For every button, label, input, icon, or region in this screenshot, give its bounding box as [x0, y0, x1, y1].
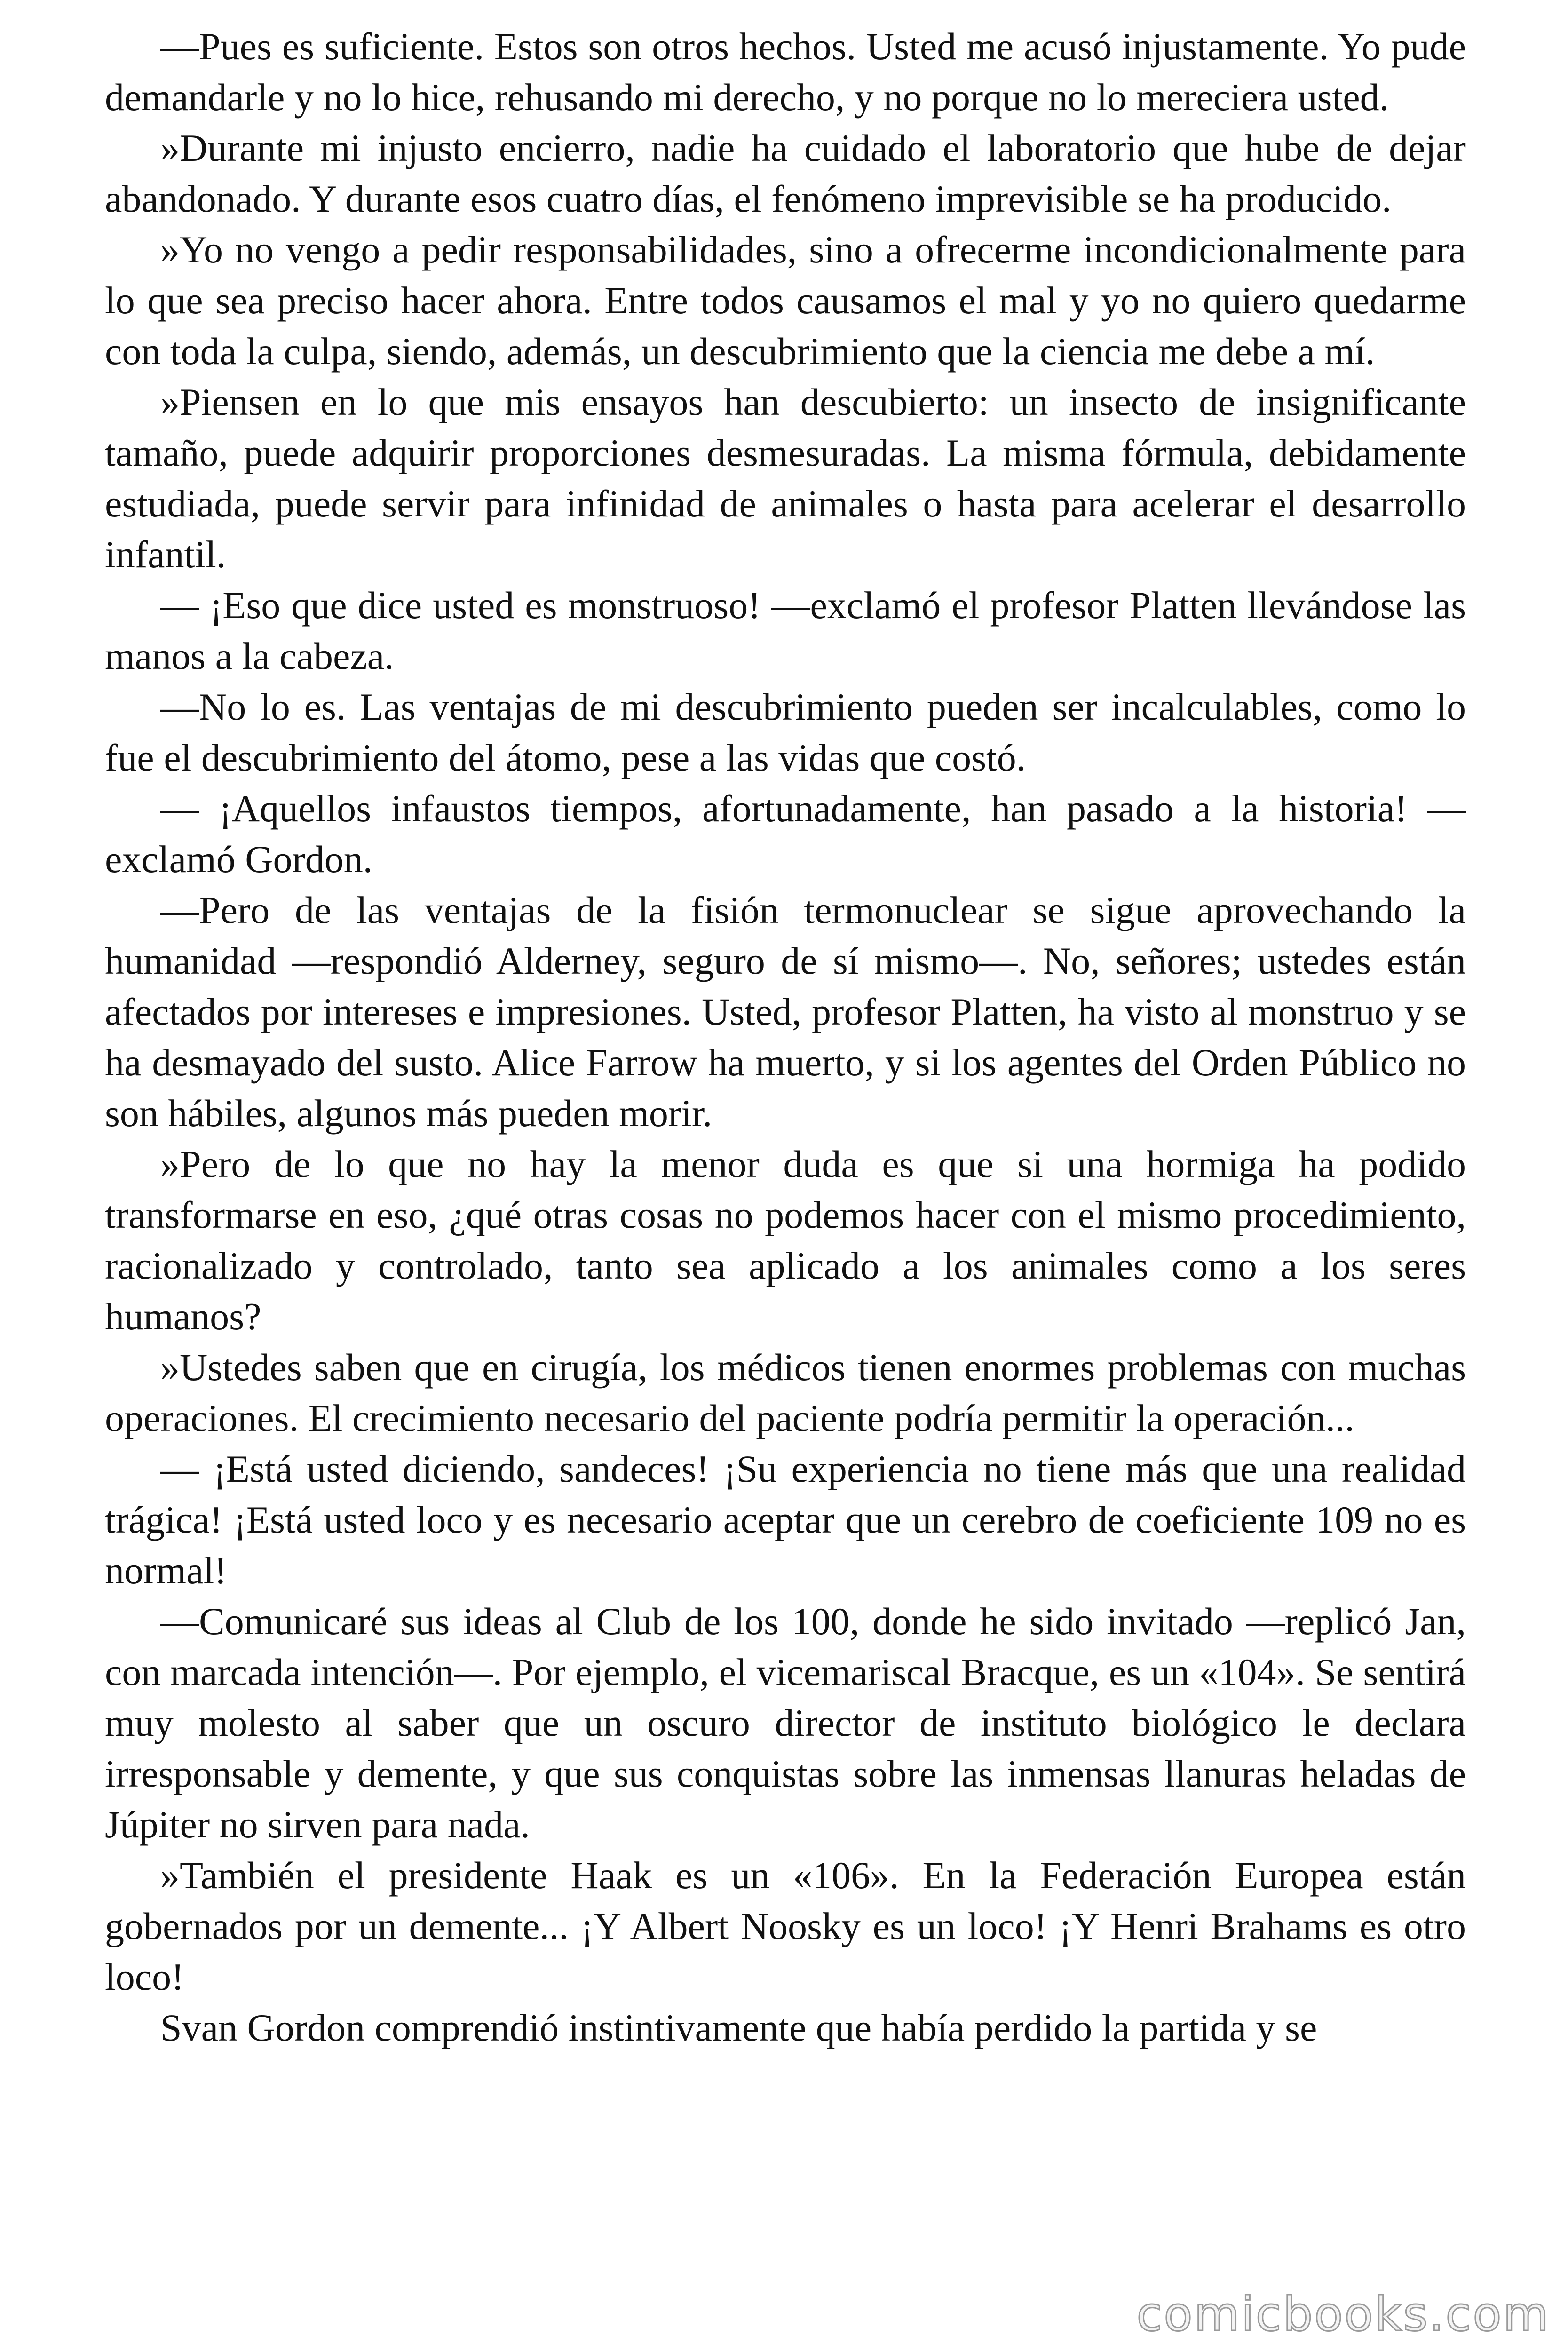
- paragraph: — ¡Aquellos infaustos tiempos, afortunadamente, han pasado a la historia! —exclamó Gordon.: [105, 787, 1466, 881]
- paragraph: —Pues es suficiente. Estos son otros hechos. Usted me acusó injustamente. Yo pude demandarle y no lo hice, rehusando mi derecho, y no porque no lo mereciera usted.: [105, 25, 1466, 119]
- paragraph: — ¡Eso que dice usted es monstruoso! —exclamó el profesor Platten llevándose las manos a la cabeza.: [105, 584, 1466, 677]
- paragraph: —No lo es. Las ventajas de mi descubrimiento pueden ser incalculables, como lo fue el descubrimiento del átomo, pese a las vidas que costó.: [105, 685, 1466, 779]
- paragraph: »Pero de lo que no hay la menor duda es que si una hormiga ha podido transformarse en eso, ¿qué otras cosas no podemos hacer con el mismo procedimiento, racionalizado y controlado, tanto sea aplicado a los animales como a los seres humanos?: [105, 1143, 1466, 1338]
- paragraph: »También el presidente Haak es un «106». En la Federación Europea están gobernados por un demente... ¡Y Albert Noosky es un loco! ¡Y Henri Brahams es otro loco!: [105, 1854, 1466, 1998]
- paragraph: —Pero de las ventajas de la fisión termonuclear se sigue aprovechando la humanidad —respondió Alderney, seguro de sí mismo—. No, señores; ustedes están afectados por intereses e impresiones. Usted, profesor Platten, ha visto al monstruo y se ha desmayado del susto. Alice Farrow ha muerto, y si los agentes del Orden Público no son hábiles, algunos más pueden morir.: [105, 889, 1466, 1135]
- paragraph: —Comunicaré sus ideas al Club de los 100, donde he sido invitado —replicó Jan, con marcada intención—. Por ejemplo, el vicemariscal Bracque, es un «104». Se sentirá muy molesto al saber que un oscuro director de instituto biológico le declara irresponsable y demente, y que sus conquistas sobre las inmensas llanuras heladas de Júpiter no sirven para nada.: [105, 1600, 1466, 1846]
- paragraph: »Piensen en lo que mis ensayos han descubierto: un insecto de insignificante tamaño, puede adquirir proporciones desmesuradas. La misma fórmula, debidamente estudiada, puede servir para infinidad de animales o hasta para acelerar el desarrollo infantil.: [105, 381, 1466, 576]
- paragraph: »Ustedes saben que en cirugía, los médicos tienen enormes problemas con muchas operaciones. El crecimiento necesario del paciente podría permitir la operación...: [105, 1346, 1466, 1439]
- watermark: comicbooks.com: [1136, 2287, 1550, 2342]
- paragraph: »Yo no vengo a pedir responsabilidades, sino a ofrecerme incondicionalmente para lo que sea preciso hacer ahora. Entre todos causamos el mal y yo no quiero quedarme con toda la culpa, siendo, además, un descubrimiento que la ciencia me debe a mí.: [105, 228, 1466, 373]
- paragraph: Svan Gordon comprendió instintivamente que había perdido la partida y se: [160, 2006, 1317, 2049]
- page-text: [105, 21, 1466, 2053]
- paragraph: — ¡Está usted diciendo, sandeces! ¡Su experiencia no tiene más que una realidad trágica! ¡Está usted loco y es necesario aceptar que un cerebro de coeficiente 109 no es normal!: [105, 1447, 1466, 1592]
- paragraph: »Durante mi injusto encierro, nadie ha cuidado el laboratorio que hube de dejar abandonado. Y durante esos cuatro días, el fenómeno imprevisible se ha producido.: [105, 127, 1466, 220]
